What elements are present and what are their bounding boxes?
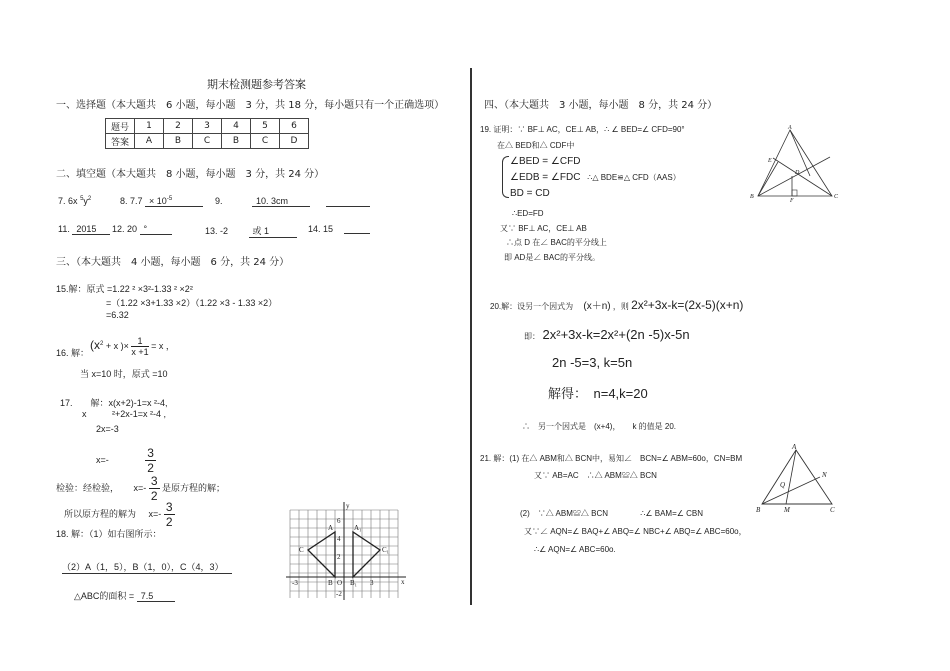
q17-check-x: x=- [133, 482, 147, 493]
q16-part1: (x [90, 337, 100, 352]
q16-equals: = x ， [151, 340, 175, 351]
q14-answer: 14. 15 [308, 224, 334, 234]
q15-line3: =6.32 [106, 310, 129, 320]
q18-line1: 18. 解：（1）如右图所示： [56, 529, 162, 539]
q18-d: （4，3） [186, 562, 224, 572]
q16-denominator: x +1 [131, 347, 149, 357]
q15-line2: =（1.22 ×3+1.33 ×2）（1.22 ×3 - 1.33 ×2） [106, 298, 278, 308]
q15-line1: 15.解：原式 =1.22 ² ×3²-1.33 ² ×2² [56, 284, 193, 294]
q17-num: 3 [147, 446, 154, 460]
q19-congruence: ∴△ BDE≌△ CFD（AAS） [587, 173, 681, 182]
q17-check-num: 3 [150, 474, 158, 488]
q17-so [64, 500, 175, 529]
q20-line1 [490, 297, 743, 312]
page-title: 期末检测题参考答案 [207, 78, 306, 91]
label-f: F [790, 198, 794, 202]
label-a: A [792, 444, 797, 451]
q17-so-den: 2 [165, 515, 173, 529]
answer-table [105, 118, 309, 149]
q21-angle-eq: ∴∠ BAM=∠ CBN [640, 509, 704, 518]
label-m: M [784, 506, 790, 514]
q17-x: x=- [96, 454, 109, 465]
q20-line3: 2n -5=3, k=5n [552, 355, 633, 370]
tick-3: 3 [370, 579, 374, 587]
q19-line1: 19. 证明：∵ BF⊥ AC，CE⊥ AB，∴ ∠ BED=∠ CFD=90° [480, 125, 685, 134]
y-label: y [346, 502, 350, 510]
q13-answer [205, 224, 297, 238]
point-o: O [337, 579, 343, 587]
point-c: C [299, 546, 304, 554]
table-cell: 6 [280, 119, 309, 134]
q16-line2: 当 x=10 时，原式 =10 [80, 369, 168, 379]
q8-sup: -5 [166, 196, 173, 202]
tick-2: 2 [337, 553, 341, 561]
tick-4: 4 [337, 535, 341, 543]
q16-part2: + x )× [105, 340, 129, 351]
table-cell: C [251, 134, 280, 149]
table-cell: B [164, 134, 193, 149]
label-e: E [768, 158, 772, 164]
q19-line4: 又∵ BF⊥ AC，CE⊥ AB [500, 224, 587, 233]
q19-line2: 在△ BED和△ CDF中 [497, 141, 575, 150]
q7-label: 7. [58, 196, 66, 206]
q17-check-den: 2 [150, 489, 158, 503]
table-cell: 2 [164, 119, 193, 134]
label-n: N [822, 471, 827, 479]
q20-intro: 20.解：设另一个因式为 [490, 302, 574, 311]
q7-sup2: 2 [87, 196, 92, 202]
q19-angle-eq: ∠EDB = ∠FDC [510, 172, 581, 183]
q13-label: 13. -2 [205, 226, 229, 236]
q19-line5: ∴点 D 在∠ BAC的平分线上 [506, 238, 607, 247]
point-a: A [328, 524, 334, 532]
q7-y: y [83, 196, 88, 206]
triangle-a1b1c1 [353, 532, 380, 577]
q7-answer [58, 196, 91, 206]
q20-then: ，则 [612, 302, 629, 311]
q20-line2 [524, 327, 690, 342]
q21-line5: ∴∠ AQN=∠ ABC=60o. [534, 545, 616, 554]
q18-line2 [62, 560, 232, 574]
q20-line5: ∴ 另一个因式是 (x+4)， k 的值是 20. [522, 422, 677, 431]
section1-heading: 一、选择题（本大题共 6 小题，每小题 3 分，共 18 分，每小题只有一个正确选项） [56, 100, 445, 111]
q7-value: 6x [68, 196, 78, 206]
q12-value: ° [140, 224, 172, 235]
blank-line [344, 233, 370, 234]
q19-brace-line3: BD = CD [510, 188, 550, 199]
q17-check-a: 检验：经检验， [56, 482, 120, 493]
label-d: D [795, 170, 800, 176]
q20-line4: 解得： n=4,k=20 [548, 386, 648, 401]
table-header-cell: 题号 [106, 119, 135, 134]
point-a1: A₁ [354, 524, 362, 532]
brace [502, 156, 509, 198]
table-cell: 5 [251, 119, 280, 134]
q20-expanded: 2x²+3x-k=2x²+(2n -5)x-5n [542, 327, 690, 342]
q21-line2: 又∵ AB=AC ∴△ ABM≌△ BCN [534, 471, 657, 480]
table-cell: 4 [222, 119, 251, 134]
q18-line3 [74, 589, 175, 602]
q21-line4: 又∵∠ AQN=∠ BAQ+∠ ABQ=∠ NBC+∠ ABQ=∠ ABC=60o， [524, 527, 747, 536]
q8-answer [120, 196, 203, 207]
q18-area-value: 7.5 [137, 591, 175, 602]
q17-so-x: x=- [148, 508, 162, 519]
table-row [106, 134, 309, 149]
table-cell: A [135, 134, 164, 149]
q16-label: 16. 解： [56, 348, 90, 358]
q21-line3 [520, 508, 703, 519]
label-a: A [788, 125, 792, 131]
point-b: B [328, 579, 333, 587]
section3-heading: 三、（本大题共 4 小题，每小题 6 分，共 24 分） [56, 257, 290, 268]
table-cell: D [280, 134, 309, 149]
triangle-abc [308, 532, 335, 577]
q8-value: × 10 [149, 196, 167, 206]
q12-label: 12. 20 [112, 224, 138, 234]
table-cell: C [193, 134, 222, 149]
q21-line1: 21. 解：(1) 在△ ABM和△ BCN中，易知∠ BCN=∠ ABM=60o，CN=BM [480, 454, 743, 463]
section4-heading: 四、（本大题共 3 小题，每小题 8 分，共 24 分） [484, 100, 718, 111]
label-c: C [834, 194, 839, 200]
q16-expression: ($x^2 + x$ )× $\frac{1}{x +1}$ = x ， [90, 336, 175, 357]
section2-heading: 二、填空题（本大题共 8 小题，每小题 3 分，共 24 分） [56, 169, 325, 180]
q18-area-label: △ABC的面积 = [74, 591, 135, 601]
q17-so-text: 所以原方程的解为 [64, 508, 137, 519]
column-divider [470, 68, 472, 605]
q10-answer [252, 196, 310, 207]
q20-factor: (x＋n) [583, 301, 611, 312]
table-row [106, 119, 309, 134]
q12-answer [112, 224, 172, 235]
q19-line6: 即 AD是∠ BAC的平分线。 [504, 253, 601, 262]
point-c1: C₁ [382, 546, 390, 554]
q16-numerator: 1 [131, 336, 148, 347]
label-b: B [750, 194, 754, 200]
line-ce [773, 158, 832, 196]
q19-line3: ∴ED=FD [512, 209, 544, 218]
label-b: B [756, 506, 761, 514]
label-c: C [830, 506, 835, 514]
q18-b: （1，5），B [91, 562, 139, 572]
coordinate-grid-figure [284, 500, 410, 602]
blank-line [326, 206, 370, 207]
q19-triangle-figure [748, 124, 840, 202]
q11-label: 11. [58, 224, 70, 234]
q17-den: 2 [147, 461, 154, 475]
table-cell: 3 [193, 119, 222, 134]
q10-value: 10. 3cm [252, 196, 310, 207]
q18-c: （1，0），C [138, 562, 187, 572]
q9-answer: 9. [215, 196, 223, 206]
tick-neg3: -3 [292, 579, 298, 587]
q20-ie: 即： [524, 332, 540, 341]
table-cell: 1 [135, 119, 164, 134]
q17-line2a: x [82, 409, 87, 419]
x-label: x [401, 578, 405, 586]
q18-a: （2）A [62, 562, 92, 572]
q17-line3: 2x=-3 [96, 424, 119, 434]
q21-triangle-figure [756, 444, 840, 514]
q19-brace-line1: ∠BED = ∠CFD [510, 156, 581, 167]
q21-congruent: (2) ∵△ ABM≌△ BCN [520, 509, 609, 518]
q19-brace-line2 [510, 172, 681, 183]
tick-6: 6 [337, 517, 341, 525]
q17-check [56, 474, 225, 503]
q13-value: 或 1 [249, 224, 297, 238]
label-q: Q [780, 481, 786, 489]
q11-answer [58, 224, 110, 235]
q11-value: 2015 [72, 224, 110, 235]
q8-label: 8. 7.7 [120, 196, 143, 206]
q17-line2b: ²+2x-1=x ²-4 , [112, 409, 167, 419]
q7-sup1: 5 [80, 196, 84, 202]
q17-check-b: 是原方程的解； [162, 482, 226, 493]
q17-solution [96, 446, 156, 475]
table-header-cell: 答案 [106, 134, 135, 149]
q17-line1: 17. 解：x(x+2)-1=x ²-4, [60, 398, 168, 408]
point-b1: B₁ [350, 579, 358, 587]
tick-neg2: -2 [336, 590, 342, 598]
table-cell: B [222, 134, 251, 149]
q20-equation: 2x²+3x-k=(2x-5)(x+n) [631, 298, 744, 312]
right-angle-mark [792, 190, 797, 196]
q17-so-num: 3 [165, 500, 173, 514]
